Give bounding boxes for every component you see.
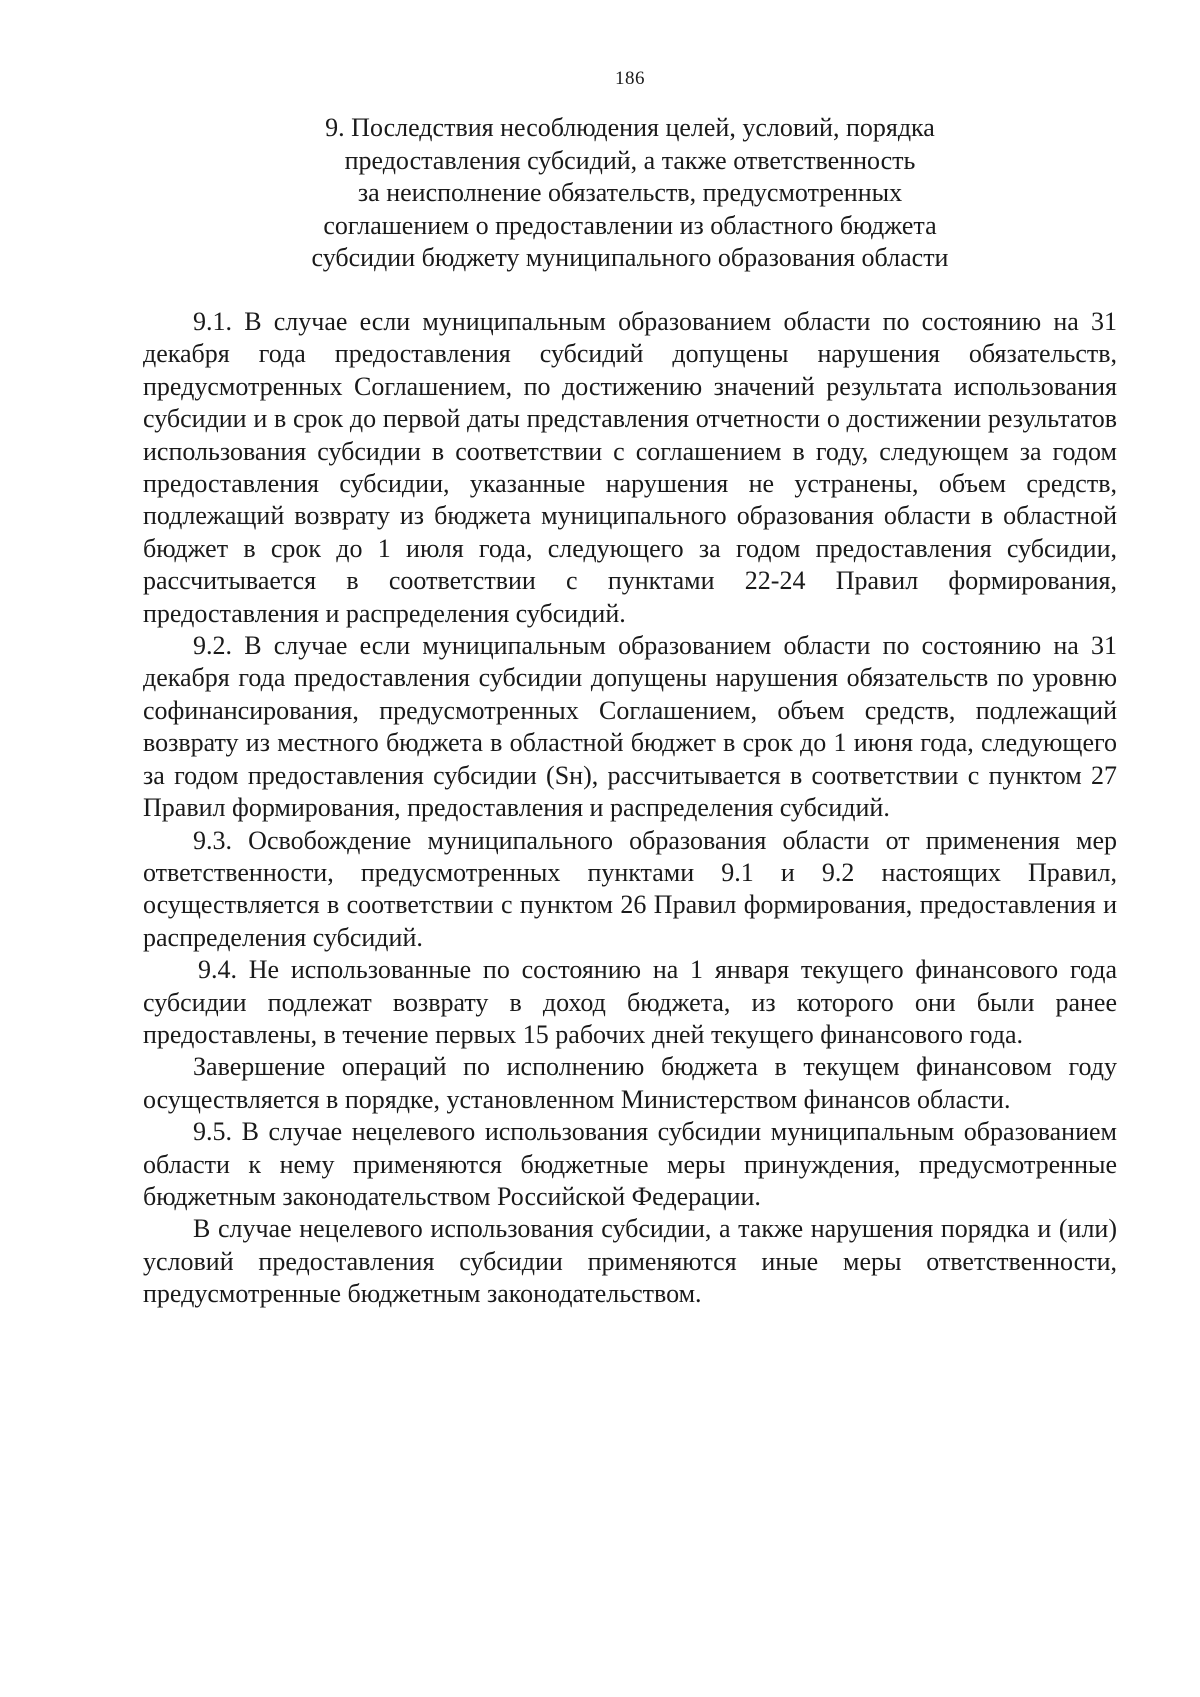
paragraph-9-2: 9.2. В случае если муниципальным образованием области по состоянию на 31 декабря года предоставления субсидии допущены нарушения обязательств по уровню софинансирования, предусмотренных Соглашением, объем средств, подлежащий возврату из местного бюджета в областной бюджет в срок до 1 июня года, следующего за годом предоставления субсидии (Sн), рассчитывается в соответствии с пунктом 27 Правил формирования, предоставления и распределения субсидий. [143,631,1117,823]
page-number: 186 [615,68,645,89]
section-title-line: 9. Последствия несоблюдения целей, условий, порядка [325,113,935,142]
paragraph-misuse-liability: В случае нецелевого использования субсидии, а также нарушения порядка и (или) условий предоставления субсидии применяются иные меры ответственности, предусмотренные бюджетным законодательством. [143,1214,1117,1309]
paragraph-9-1: 9.1. В случае если муниципальным образованием области по состоянию на 31 декабря года предоставления субсидий допущены нарушения обязательств, предусмотренных Соглашением, по достижению значений результата использования субсидии и в срок до первой даты представления отчетности о достижении результатов использования субсидии в соответствии с соглашением в году, следующем за годом предоставления субсидии, указанные нарушения не устранены, объем средств, подлежащий возврату из бюджета муниципального образования области в областной бюджет в срок до 1 июля года, следующего за годом предоставления субсидии, рассчитывается в соответствии с пунктами 22-24 Правил формирования, предоставления и распределения субсидий. [143,307,1117,628]
section-title-line: за неисполнение обязательств, предусмотренных [357,178,903,207]
section-title-line: предоставления субсидий, а также ответственность [344,145,916,175]
paragraph-budget-completion: Завершение операций по исполнению бюджета в текущем финансовом году осуществляется в порядке, установленном Министерством финансов области. [143,1052,1117,1114]
document-body [143,306,1117,1311]
paragraph-9-5: 9.5. В случае нецелевого использования субсидии муниципальным образованием области к нему применяются бюджетные меры принуждения, предусмотренные бюджетным законодательством Российской Федерации. [143,1117,1117,1211]
paragraph-9-4: 9.4. Не использованные по состоянию на 1 января текущего финансового года субсидии подлежат возврату в доход бюджета, из которого они были ранее предоставлены, в течение первых 15 рабочих дней текущего финансового года. [143,955,1117,1049]
section-title [200,112,1060,275]
section-title-line: субсидии бюджету муниципального образования области [311,243,949,272]
paragraph-9-3: 9.3. Освобождение муниципального образования области от применения мер ответственности, предусмотренных пунктами 9.1 и 9.2 настоящих Правил, осуществляется в соответствии с пунктом 26 Правил формирования, предоставления и распределения субсидий. [143,825,1117,952]
section-title-line: соглашением о предоставлении из областного бюджета [323,210,937,240]
